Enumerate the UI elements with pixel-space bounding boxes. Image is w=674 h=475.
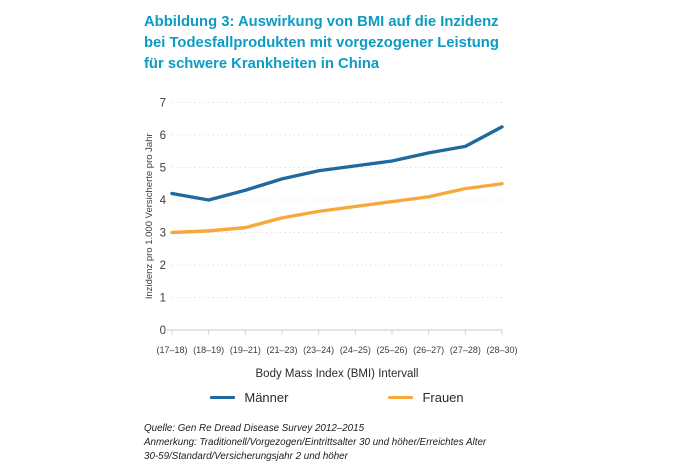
- y-tick-label: 1: [159, 292, 166, 305]
- legend-item-1: [388, 390, 463, 405]
- y-tick-label: 6: [159, 130, 166, 142]
- y-tick-label: 3: [159, 227, 166, 240]
- figure-title-line-2: bei Todesfallprodukten mit vorgezogener Leistung: [144, 35, 499, 51]
- figure-title-line-3: für schwere Krankheiten in China: [144, 56, 380, 72]
- y-tick-label: 2: [159, 260, 166, 272]
- figure-title-line-1: Abbildung 3: Auswirkung von BMI auf die Inzidenz: [144, 14, 499, 30]
- x-tick-label: (18–19): [193, 345, 225, 355]
- y-axis-title: Inzidenz pro 1.000 Versicherte pro Jahr: [144, 133, 155, 300]
- source-footnote: [144, 422, 574, 463]
- series-line-1: [172, 184, 502, 233]
- x-tick-label: (28–30): [486, 345, 518, 355]
- legend-label: Männer: [244, 389, 289, 405]
- x-tick-label: (26–27): [413, 345, 445, 355]
- y-tick-label: 4: [159, 195, 166, 207]
- y-tick-label: 0: [159, 325, 166, 337]
- x-tick-label: (24–25): [339, 345, 371, 355]
- x-tick-label: (23–24): [303, 345, 335, 355]
- legend-line-swatch: [388, 396, 413, 399]
- legend-line-swatch: [210, 396, 235, 399]
- legend-label: Frauen: [422, 389, 464, 405]
- x-tick-label: (21–23): [266, 345, 298, 355]
- x-tick-label: (25–26): [376, 345, 408, 355]
- footnote-line-2: Anmerkung: Traditionell/Vorgezogen/Eintrittsalter 30 und höher/Erreichtes Alter: [144, 436, 487, 448]
- x-tick-label: (19–21): [229, 345, 261, 355]
- series-line-0: [172, 127, 502, 200]
- x-tick-label: (17–18): [156, 345, 188, 355]
- legend-item-0: [210, 390, 288, 405]
- footnote-line-3: 30-59/Standard/Versicherungsjahr 2 und höher: [144, 450, 348, 462]
- x-axis-title: Body Mass Index (BMI) Intervall: [255, 368, 419, 380]
- chart-legend: [172, 388, 502, 406]
- x-tick-label: (27–28): [449, 345, 481, 355]
- y-tick-label: 7: [159, 97, 166, 110]
- footnote-line-1: Quelle: Gen Re Dread Disease Survey 2012–2015: [144, 423, 365, 434]
- y-tick-label: 5: [159, 162, 166, 175]
